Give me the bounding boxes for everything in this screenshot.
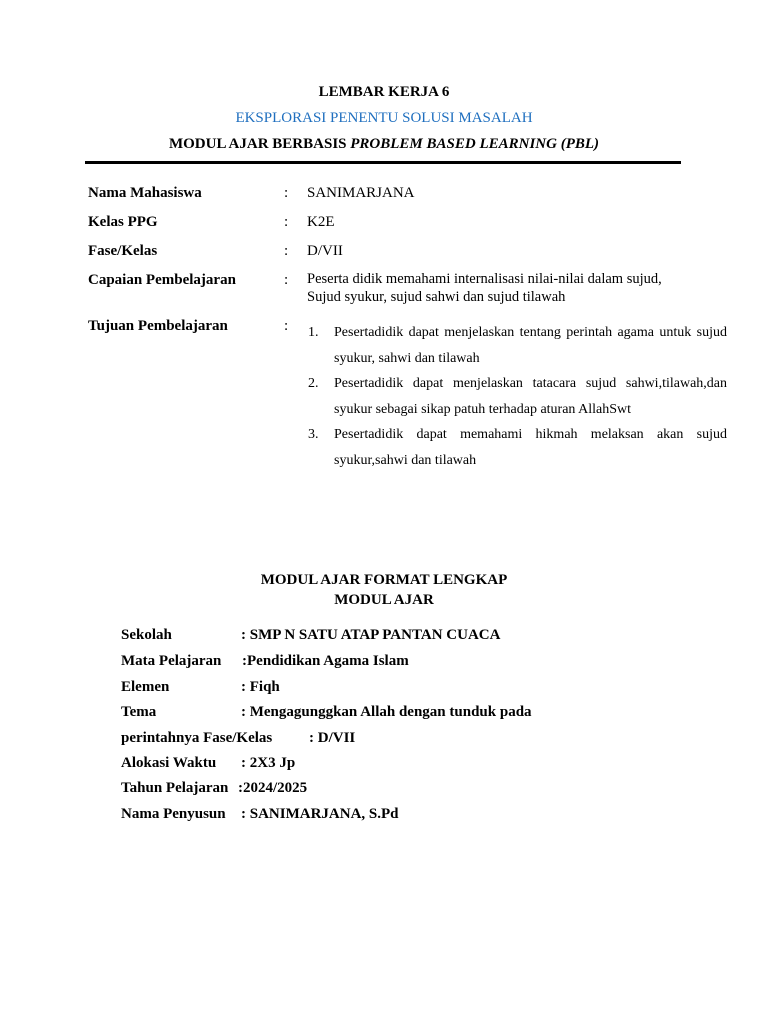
modul-value-tema: : Mengagunggkan Allah dengan tunduk pada — [241, 704, 532, 720]
modul-label-tahun-pelajaran: Tahun Pelajaran — [121, 780, 229, 796]
modul-label-elemen: Elemen — [121, 679, 170, 695]
modul-label-mata-pelajaran: Mata Pelajaran — [121, 653, 222, 669]
separator: : — [284, 318, 289, 334]
modul-label-tema: Tema — [121, 704, 157, 720]
separator: : — [284, 214, 289, 230]
modul-value-alokasi-waktu: : 2X3 Jp — [241, 755, 296, 771]
module-heading — [0, 136, 768, 153]
header-divider — [85, 161, 681, 164]
module-heading-prefix: MODUL AJAR BERBASIS — [168, 136, 351, 152]
tujuan-list — [308, 320, 727, 473]
worksheet-subtitle: EKSPLORASI PENENTU SOLUSI MASALAH — [235, 110, 533, 126]
label-fase-kelas: Fase/Kelas — [88, 243, 158, 259]
value-kelas-ppg: K2E — [307, 214, 335, 230]
list-item-text: Pesertadidik dapat memahami hikmah melaksan akan sujud syukur,sahwi dan tilawah — [334, 427, 727, 468]
module-heading-italic: PROBLEM BASED LEARNING (PBL) — [350, 136, 600, 152]
list-item — [308, 371, 727, 422]
modul-value-elemen: : Fiqh — [241, 679, 280, 695]
value-nama-mahasiswa: SANIMARJANA — [307, 185, 415, 201]
modul-value-tahun-pelajaran: :2024/2025 — [238, 780, 308, 796]
modul-value-fase-kelas: : D/VII — [309, 730, 356, 746]
separator: : — [284, 185, 289, 201]
label-capaian-pembelajaran: Capaian Pembelajaran — [88, 272, 236, 288]
label-kelas-ppg: Kelas PPG — [88, 214, 158, 230]
modul-value-mata-pelajaran: :Pendidikan Agama Islam — [242, 653, 409, 669]
value-capaian-line2: Sujud syukur, sujud sahwi dan sujud tilawah — [307, 289, 566, 305]
modul-label-sekolah: Sekolah — [121, 627, 172, 643]
worksheet-title: LEMBAR KERJA 6 — [318, 84, 450, 100]
list-item — [308, 422, 727, 473]
modul-label-nama-penyusun: Nama Penyusun — [121, 806, 226, 822]
modul-value-sekolah: : SMP N SATU ATAP PANTAN CUACA — [241, 627, 501, 643]
value-capaian-line1: Peserta didik memahami internalisasi nilai-nilai dalam sujud, — [307, 271, 662, 287]
list-item-number: 3. — [308, 427, 319, 442]
value-fase-kelas: D/VII — [307, 243, 343, 259]
list-item — [308, 320, 727, 371]
modul-label-fase-kelas: perintahnya Fase/Kelas — [121, 730, 273, 746]
modul-title: MODUL AJAR FORMAT LENGKAP — [260, 572, 508, 588]
modul-value-nama-penyusun: : SANIMARJANA, S.Pd — [241, 806, 399, 822]
separator: : — [284, 272, 289, 288]
list-item-number: 1. — [308, 325, 319, 340]
separator: : — [284, 243, 289, 259]
label-nama-mahasiswa: Nama Mahasiswa — [88, 185, 202, 201]
label-tujuan-pembelajaran: Tujuan Pembelajaran — [88, 318, 228, 334]
modul-subtitle: MODUL AJAR — [334, 592, 434, 608]
list-item-text: Pesertadidik dapat menjelaskan tatacara sujud sahwi,tilawah,dan syukur sebagai sikap patuh terhadap aturan AllahSwt — [334, 376, 727, 417]
modul-label-alokasi-waktu: Alokasi Waktu — [121, 755, 217, 771]
list-item-text: Pesertadidik dapat menjelaskan tentang perintah agama untuk sujud syukur, sahwi dan tilawah — [334, 325, 727, 366]
list-item-number: 2. — [308, 376, 319, 391]
